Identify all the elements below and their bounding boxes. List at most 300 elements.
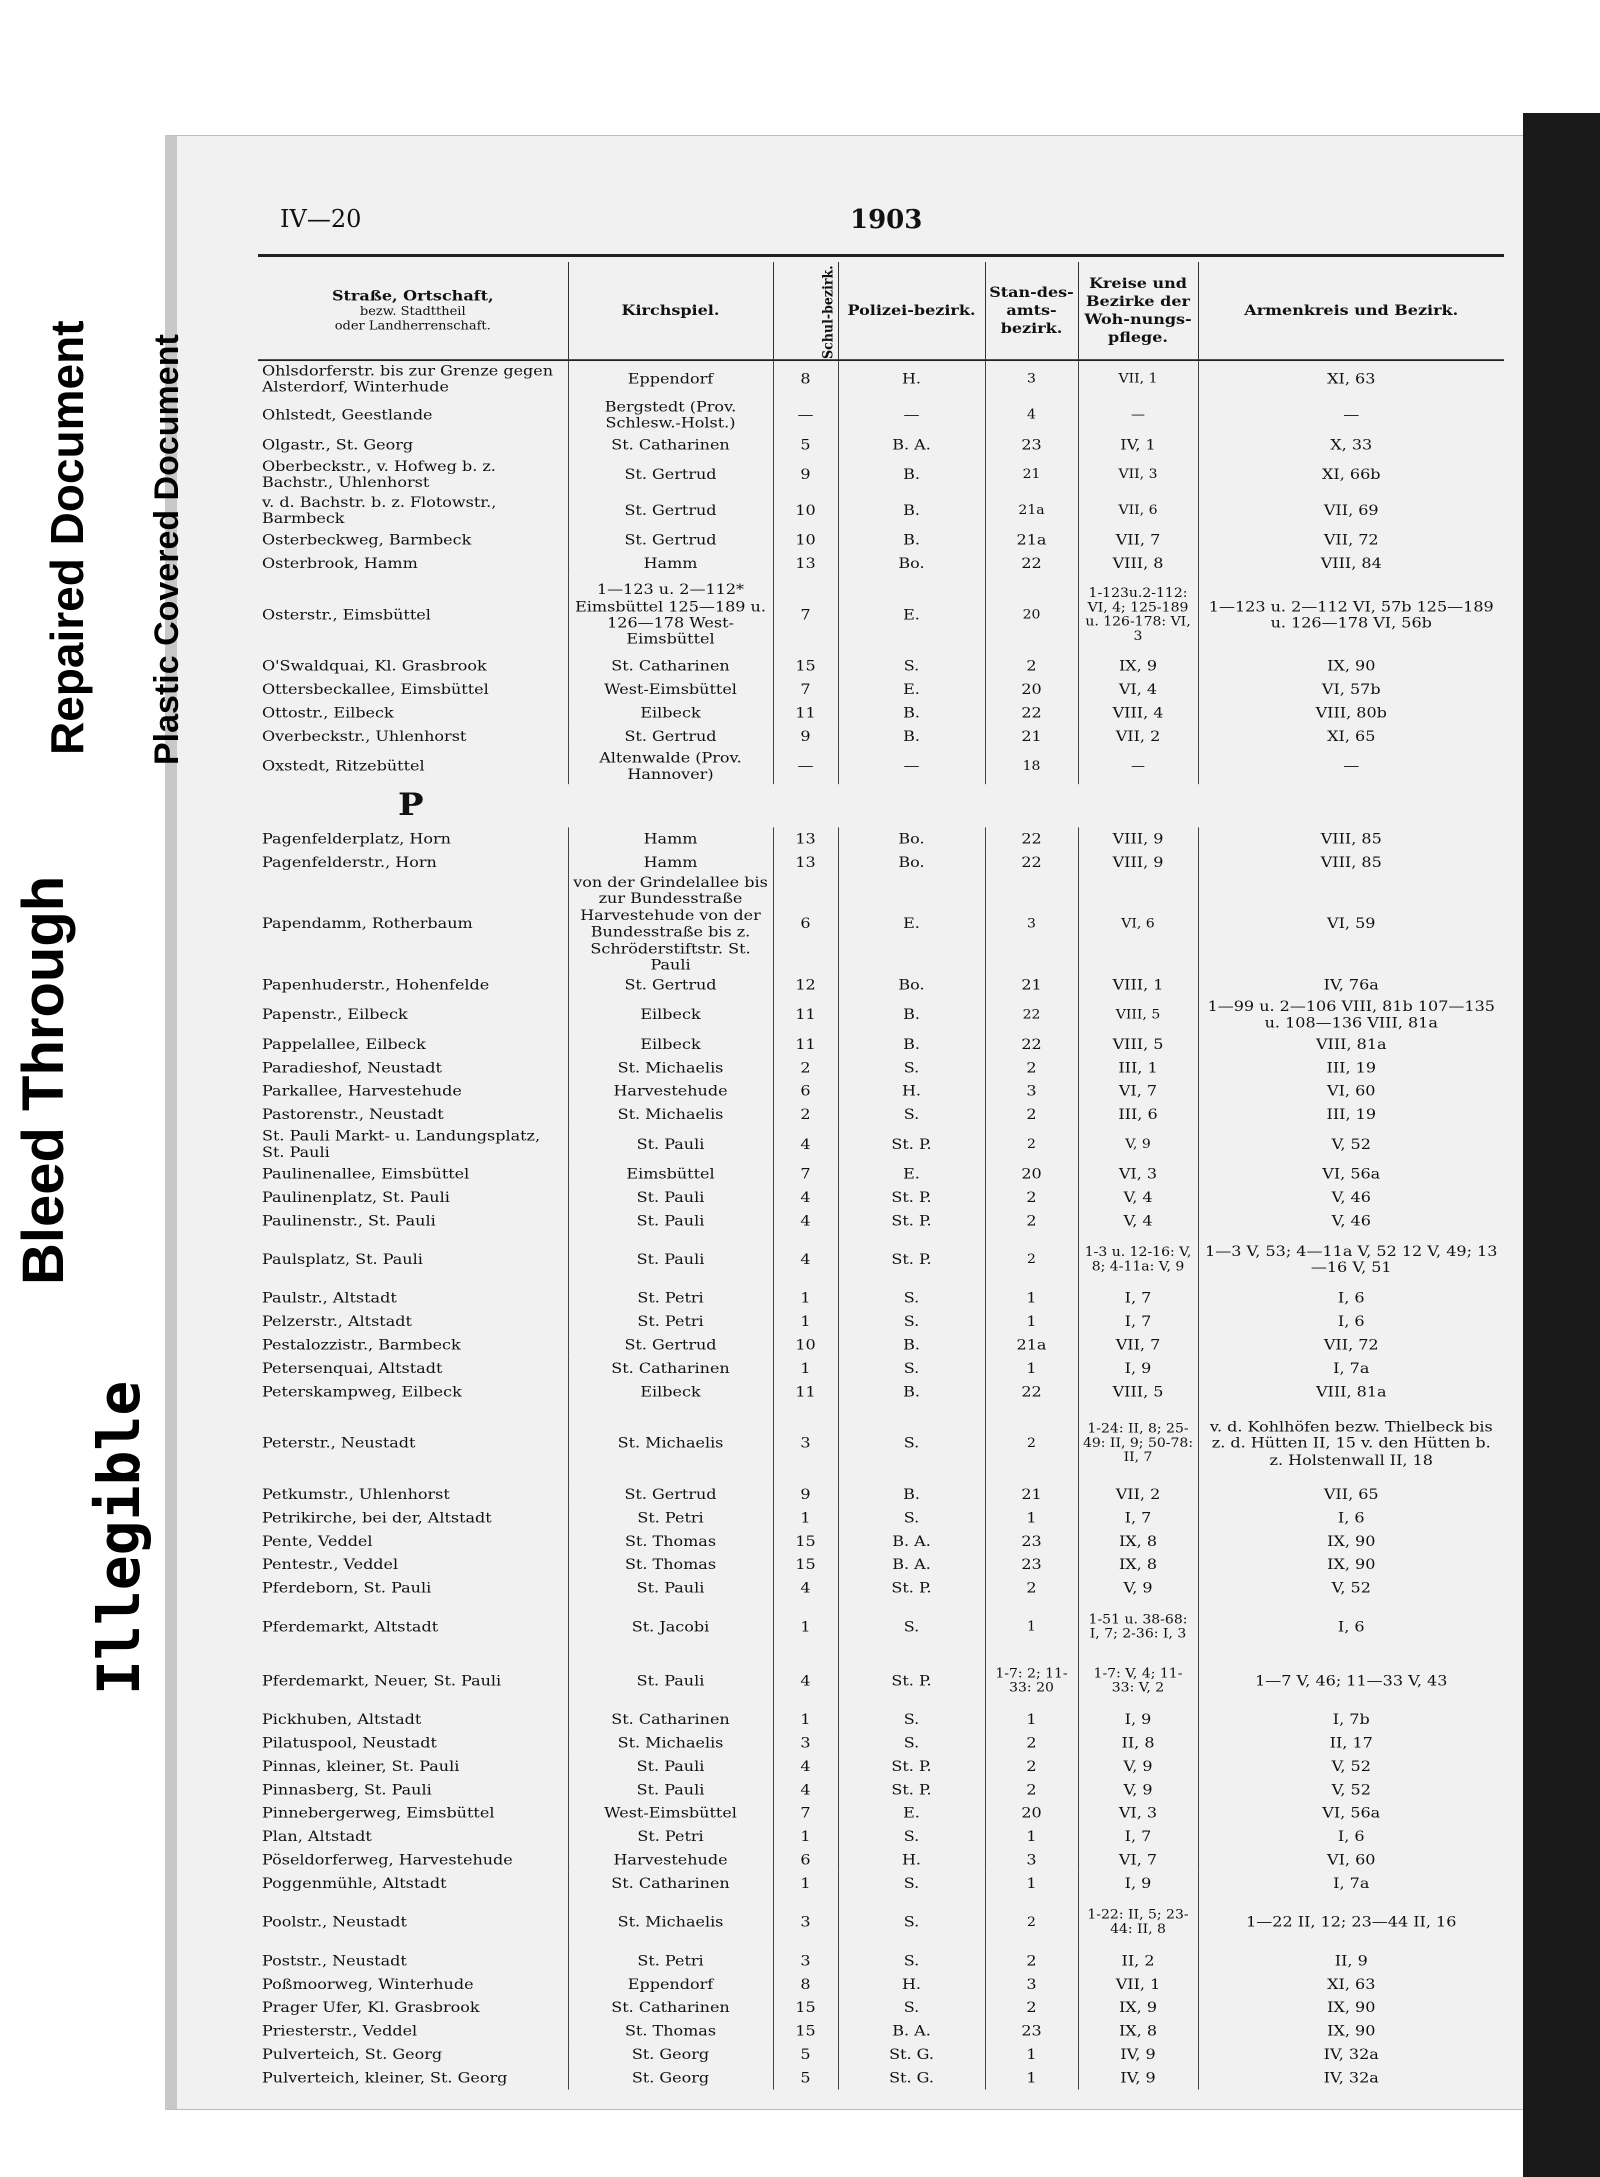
armen-cell: — (1198, 748, 1504, 784)
schul-cell: 13 (773, 827, 838, 850)
armen-cell: IV, 32a (1198, 2067, 1504, 2090)
polizei-cell: St. P. (838, 1778, 985, 1801)
kreise-cell: IV, 9 (1078, 2067, 1198, 2090)
kirchspiel-cell: Eppendorf (568, 360, 773, 397)
standes-cell: 20 (985, 575, 1078, 654)
standes-cell: 2 (985, 1404, 1078, 1483)
standes-cell: 2 (985, 1996, 1078, 2019)
armen-cell: I, 6 (1198, 1825, 1504, 1848)
kirchspiel-cell: St. Catharinen (568, 1996, 773, 2019)
armen-cell: I, 6 (1198, 1287, 1504, 1310)
page-header (280, 205, 1500, 241)
kreise-cell: V, 9 (1078, 1778, 1198, 1801)
armen-cell: V, 46 (1198, 1209, 1504, 1232)
table-row (258, 1080, 1504, 1103)
kreise-cell: VIII, 9 (1078, 827, 1198, 850)
kreise-cell: IV, 1 (1078, 433, 1198, 456)
schul-cell: 7 (773, 575, 838, 654)
plastic-covered-label: Plastic Covered Document (148, 334, 186, 765)
table-row (258, 1849, 1504, 1872)
table-row (258, 1778, 1504, 1801)
schul-cell: 1 (773, 1357, 838, 1380)
table-row (258, 1209, 1504, 1232)
street-cell: Pestalozzistr., Barmbeck (262, 1336, 461, 1354)
polizei-cell: S. (838, 1103, 985, 1126)
armen-cell: XI, 65 (1198, 725, 1504, 748)
kirchspiel-cell: Harvestehude (568, 1080, 773, 1103)
kirchspiel-cell: Eilbeck (568, 1380, 773, 1403)
schul-cell: 4 (773, 1186, 838, 1209)
kreise-cell: II, 2 (1078, 1949, 1198, 1972)
standes-cell: 23 (985, 433, 1078, 456)
kirchspiel-cell: St. Catharinen (568, 655, 773, 678)
kirchspiel-cell: St. Catharinen (568, 1708, 773, 1731)
street-cell: Osterbrook, Hamm (262, 554, 418, 572)
standes-cell: 18 (985, 748, 1078, 784)
schul-cell: 3 (773, 1895, 838, 1949)
polizei-cell: H. (838, 1080, 985, 1103)
standes-cell: 21 (985, 974, 1078, 997)
polizei-cell: B. (838, 1483, 985, 1506)
street-cell: Petkumstr., Uhlenhorst (262, 1485, 450, 1503)
standes-cell: 2 (985, 1577, 1078, 1600)
schul-cell: 5 (773, 2043, 838, 2066)
armen-cell: I, 7b (1198, 1708, 1504, 1731)
table-row (258, 748, 1504, 784)
table-row (258, 1996, 1504, 2019)
standes-cell: 22 (985, 827, 1078, 850)
table-row (258, 1802, 1504, 1825)
schul-cell: 9 (773, 1483, 838, 1506)
polizei-cell: S. (838, 1949, 985, 1972)
standes-cell: 21a (985, 1334, 1078, 1357)
schul-cell: 3 (773, 1404, 838, 1483)
street-cell: Poßmoorweg, Winterhude (262, 1975, 474, 1993)
armen-cell: V, 52 (1198, 1778, 1504, 1801)
kreise-cell: V, 4 (1078, 1209, 1198, 1232)
kirchspiel-cell: St. Michaelis (568, 1895, 773, 1949)
polizei-cell: S. (838, 1357, 985, 1380)
kirchspiel-cell: St. Pauli (568, 1127, 773, 1163)
polizei-cell: S. (838, 1600, 985, 1654)
armen-cell: 1—22 II, 12; 23—44 II, 16 (1198, 1895, 1504, 1949)
armen-cell: IV, 32a (1198, 2043, 1504, 2066)
schul-cell: 11 (773, 1380, 838, 1403)
armen-cell: VIII, 80b (1198, 701, 1504, 724)
armen-cell: 1—99 u. 2—106 VIII, 81b 107—135 u. 108—136 VIII, 81a (1198, 997, 1504, 1033)
schul-cell: 4 (773, 1127, 838, 1163)
street-cell: Pferdeborn, St. Pauli (262, 1579, 432, 1597)
polizei-cell: — (838, 397, 985, 433)
street-cell: Petrikirche, bei der, Altstadt (262, 1509, 492, 1527)
kreise-cell: VII, 7 (1078, 1334, 1198, 1357)
kreise-cell: VIII, 4 (1078, 701, 1198, 724)
kreise-cell: III, 1 (1078, 1056, 1198, 1079)
street-cell: Pöseldorferweg, Harvestehude (262, 1851, 513, 1869)
polizei-cell: S. (838, 1507, 985, 1530)
standes-cell: 3 (985, 1973, 1078, 1996)
street-cell: Pagenfelderplatz, Horn (262, 829, 451, 848)
standes-cell: 3 (985, 874, 1078, 973)
street-cell: Overbeckstr., Uhlenhorst (262, 727, 467, 745)
armen-cell: VII, 72 (1198, 528, 1504, 551)
polizei-cell: Bo. (838, 827, 985, 850)
kreise-cell: VI, 4 (1078, 678, 1198, 701)
schul-cell: 11 (773, 997, 838, 1033)
polizei-cell: S. (838, 1404, 985, 1483)
standes-cell: 2 (985, 1127, 1078, 1163)
street-cell: Pickhuben, Altstadt (262, 1710, 422, 1728)
kirchspiel-cell: Altenwalde (Prov. Hannover) (568, 748, 773, 784)
armen-cell: VI, 57b (1198, 678, 1504, 701)
polizei-cell: Bo. (838, 851, 985, 874)
polizei-cell: Bo. (838, 974, 985, 997)
table-row (258, 1127, 1504, 1163)
standes-cell: 22 (985, 1380, 1078, 1403)
kirchspiel-cell: St. Gertrud (568, 1334, 773, 1357)
armen-cell: VII, 72 (1198, 1334, 1504, 1357)
armen-cell: II, 17 (1198, 1732, 1504, 1755)
standes-cell: 22 (985, 997, 1078, 1033)
polizei-cell: B. (838, 1380, 985, 1403)
street-cell: Pastorenstr., Neustadt (262, 1105, 444, 1123)
kreise-cell: VII, 1 (1078, 1973, 1198, 1996)
kreise-cell: I, 9 (1078, 1708, 1198, 1731)
table-row (258, 701, 1504, 724)
kreise-cell: 1-123u.2-112: VI, 4; 125-189 u. 126-178: VI, 3 (1078, 575, 1198, 654)
kirchspiel-cell: St. Pauli (568, 1209, 773, 1232)
kirchspiel-cell: St. Georg (568, 2067, 773, 2090)
standes-cell: 1 (985, 1287, 1078, 1310)
header-standesamtsbezirk: Stan-des-amts-bezirk. (985, 262, 1078, 360)
kreise-cell: I, 9 (1078, 1872, 1198, 1895)
standes-cell: 22 (985, 851, 1078, 874)
street-cell: Pilatuspool, Neustadt (262, 1734, 437, 1752)
kirchspiel-cell: St. Gertrud (568, 492, 773, 528)
table-row (258, 1163, 1504, 1186)
street-cell: Paulinenplatz, St. Pauli (262, 1188, 450, 1206)
polizei-cell: St. P. (838, 1577, 985, 1600)
armen-cell: VIII, 81a (1198, 1380, 1504, 1403)
standes-cell: 2 (985, 655, 1078, 678)
polizei-cell: S. (838, 1872, 985, 1895)
schul-cell: 7 (773, 1163, 838, 1186)
standes-cell: 1 (985, 1825, 1078, 1848)
kirchspiel-cell: St. Pauli (568, 1186, 773, 1209)
armen-cell: IX, 90 (1198, 1530, 1504, 1553)
dark-scan-edge (1523, 113, 1600, 2177)
kreise-cell: VIII, 1 (1078, 974, 1198, 997)
kirchspiel-cell: St. Catharinen (568, 1357, 773, 1380)
schul-cell: 4 (773, 1233, 838, 1287)
header-kreise: Kreise und Bezirke der Woh-nungs-pflege. (1078, 262, 1198, 360)
standes-cell: 21a (985, 528, 1078, 551)
schul-cell: 1 (773, 1287, 838, 1310)
kreise-cell: IX, 9 (1078, 1996, 1198, 2019)
street-cell: Ottostr., Eilbeck (262, 703, 394, 721)
polizei-cell: Bo. (838, 552, 985, 575)
polizei-cell: S. (838, 1287, 985, 1310)
table-row (258, 575, 1504, 654)
armen-cell: X, 33 (1198, 433, 1504, 456)
standes-cell: 3 (985, 1849, 1078, 1872)
street-cell: Pferdemarkt, Altstadt (262, 1617, 439, 1636)
street-cell: Poolstr., Neustadt (262, 1913, 407, 1931)
schul-cell: 3 (773, 1949, 838, 1972)
kreise-cell: VII, 3 (1078, 456, 1198, 492)
kirchspiel-cell: Eppendorf (568, 1973, 773, 1996)
bleed-through-label: Bleed Through (11, 875, 76, 1285)
armen-cell: V, 46 (1198, 1186, 1504, 1209)
table-row (258, 1056, 1504, 1079)
schul-cell: 15 (773, 655, 838, 678)
armen-cell: VI, 60 (1198, 1080, 1504, 1103)
table-row (258, 1973, 1504, 1996)
street-cell: Pente, Veddel (262, 1532, 373, 1550)
kreise-cell: VIII, 5 (1078, 997, 1198, 1033)
armen-cell: XI, 63 (1198, 360, 1504, 397)
polizei-cell: B. A. (838, 433, 985, 456)
kreise-cell: VI, 7 (1078, 1080, 1198, 1103)
kreise-cell: V, 9 (1078, 1577, 1198, 1600)
standes-cell: 23 (985, 1530, 1078, 1553)
standes-cell: 4 (985, 397, 1078, 433)
polizei-cell: B. A. (838, 1530, 985, 1553)
armen-cell: I, 7a (1198, 1357, 1504, 1380)
table-row (258, 492, 1504, 528)
armen-cell: VI, 60 (1198, 1849, 1504, 1872)
kreise-cell: IX, 8 (1078, 1530, 1198, 1553)
kreise-cell: VIII, 5 (1078, 1380, 1198, 1403)
standes-cell: 1 (985, 1357, 1078, 1380)
polizei-cell: B. A. (838, 1553, 985, 1576)
section-letter-row (258, 784, 1504, 827)
polizei-cell: B. (838, 1334, 985, 1357)
kirchspiel-cell: St. Thomas (568, 2020, 773, 2043)
armen-cell: V, 52 (1198, 1127, 1504, 1163)
kirchspiel-cell: St. Michaelis (568, 1103, 773, 1126)
kreise-cell: — (1078, 397, 1198, 433)
street-cell: Plan, Altstadt (262, 1827, 372, 1845)
table-row (258, 1483, 1504, 1506)
table-row (258, 1708, 1504, 1731)
street-cell: Parkallee, Harvestehude (262, 1082, 462, 1100)
polizei-cell: H. (838, 360, 985, 397)
schul-cell: 9 (773, 456, 838, 492)
polizei-cell: E. (838, 1802, 985, 1825)
street-cell: Pulverteich, kleiner, St. Georg (262, 2069, 508, 2087)
standes-cell: 1 (985, 2067, 1078, 2090)
street-cell: Pulverteich, St. Georg (262, 2045, 443, 2063)
kreise-cell: V, 9 (1078, 1127, 1198, 1163)
street-cell: Paulsplatz, St. Pauli (262, 1250, 423, 1268)
kirchspiel-cell: St. Pauli (568, 1778, 773, 1801)
table-row (258, 1600, 1504, 1654)
table-row (258, 1310, 1504, 1333)
kirchspiel-cell: Eilbeck (568, 997, 773, 1033)
schul-cell: 13 (773, 851, 838, 874)
kreise-cell: I, 7 (1078, 1310, 1198, 1333)
polizei-cell: St. P. (838, 1127, 985, 1163)
armen-cell: V, 52 (1198, 1755, 1504, 1778)
table-row (258, 1553, 1504, 1576)
schul-cell: 4 (773, 1654, 838, 1708)
armen-cell: IX, 90 (1198, 1553, 1504, 1576)
polizei-cell: — (838, 748, 985, 784)
table-row (258, 851, 1504, 874)
street-cell: Oberbeckstr., v. Hofweg b. z. Bachstr., Uhlenhorst (262, 457, 496, 491)
schul-cell: 1 (773, 1310, 838, 1333)
schul-cell: 15 (773, 1996, 838, 2019)
armen-cell: IX, 90 (1198, 655, 1504, 678)
schul-cell: 8 (773, 1973, 838, 1996)
armen-cell: XI, 63 (1198, 1973, 1504, 1996)
street-cell: Papenstr., Eilbeck (262, 1005, 408, 1023)
table-row (258, 1895, 1504, 1949)
kreise-cell: IV, 9 (1078, 2043, 1198, 2066)
kirchspiel-cell: von der Grindelallee bis zur Bundesstraße Harvestehude von der Bundesstraße bis z. Schröderstiftstr. St. Pauli (568, 874, 773, 973)
page-year: 1903 (850, 205, 923, 235)
armen-cell: v. d. Kohlhöfen bezw. Thielbeck bis z. d. Hütten II, 15 v. den Hütten b. z. Holstenwall II, 18 (1198, 1404, 1504, 1483)
armen-cell: XI, 66b (1198, 456, 1504, 492)
standes-cell: 3 (985, 1080, 1078, 1103)
kirchspiel-cell: St. Petri (568, 1825, 773, 1848)
table-row (258, 874, 1504, 973)
street-cell: Pagenfelderstr., Horn (262, 853, 437, 871)
street-cell: Pappelallee, Eilbeck (262, 1035, 426, 1053)
kirchspiel-cell: Eimsbüttel (568, 1163, 773, 1186)
kreise-cell: V, 4 (1078, 1186, 1198, 1209)
armen-cell: IV, 76a (1198, 974, 1504, 997)
kirchspiel-cell: Hamm (568, 851, 773, 874)
schul-cell: 15 (773, 1530, 838, 1553)
header-strasse: Straße, Ortschaft, bezw. Stadttheil oder Landherrenschaft. (258, 262, 568, 360)
kreise-cell: V, 9 (1078, 1755, 1198, 1778)
street-cell: Peterstr., Neustadt (262, 1434, 416, 1452)
kreise-cell: VIII, 5 (1078, 1033, 1198, 1056)
polizei-cell: S. (838, 1825, 985, 1848)
street-directory-table (258, 262, 1504, 2090)
kirchspiel-cell: West-Eimsbüttel (568, 678, 773, 701)
street-cell: Olgastr., St. Georg (262, 435, 414, 453)
schul-cell: 15 (773, 2020, 838, 2043)
table-row (258, 1033, 1504, 1056)
table-row (258, 1507, 1504, 1530)
street-cell: Osterbeckweg, Barmbeck (262, 531, 472, 549)
polizei-cell: St. P. (838, 1654, 985, 1708)
polizei-cell: St. P. (838, 1233, 985, 1287)
standes-cell: 21 (985, 725, 1078, 748)
header-schulbezirk: Schul-bezirk. (773, 262, 838, 360)
schul-cell: 15 (773, 1553, 838, 1576)
table-row (258, 1357, 1504, 1380)
street-cell: Paulstr., Altstadt (262, 1289, 397, 1307)
table-row (258, 1949, 1504, 1972)
kirchspiel-cell: St. Pauli (568, 1233, 773, 1287)
kirchspiel-cell: St. Petri (568, 1949, 773, 1972)
table-row (258, 433, 1504, 456)
polizei-cell: S. (838, 1708, 985, 1731)
kirchspiel-cell: St. Petri (568, 1310, 773, 1333)
schul-cell: 4 (773, 1778, 838, 1801)
polizei-cell: S. (838, 1996, 985, 2019)
schul-cell: — (773, 748, 838, 784)
schul-cell: 1 (773, 1872, 838, 1895)
table-row (258, 655, 1504, 678)
polizei-cell: B. (838, 725, 985, 748)
street-cell: Paulinenstr., St. Pauli (262, 1211, 436, 1230)
schul-cell: 8 (773, 360, 838, 397)
schul-cell: 4 (773, 1209, 838, 1232)
kreise-cell: VII, 7 (1078, 528, 1198, 551)
street-cell: v. d. Bachstr. b. z. Flotowstr., Barmbeck (262, 493, 497, 527)
kirchspiel-cell: St. Thomas (568, 1553, 773, 1576)
armen-cell: II, 9 (1198, 1949, 1504, 1972)
header-rule (258, 254, 1504, 257)
schul-cell: 11 (773, 701, 838, 724)
standes-cell: 23 (985, 1553, 1078, 1576)
kirchspiel-cell: Hamm (568, 827, 773, 850)
armen-cell: VIII, 84 (1198, 552, 1504, 575)
street-cell: Papendamm, Rotherbaum (262, 914, 473, 932)
schul-cell: 6 (773, 874, 838, 973)
armen-cell: VII, 65 (1198, 1483, 1504, 1506)
kirchspiel-cell: St. Pauli (568, 1577, 773, 1600)
kirchspiel-cell: West-Eimsbüttel (568, 1802, 773, 1825)
polizei-cell: E. (838, 1163, 985, 1186)
table-row (258, 1755, 1504, 1778)
street-cell: Ohlstedt, Geestlande (262, 405, 433, 423)
table-row (258, 1287, 1504, 1310)
schul-cell: 2 (773, 1056, 838, 1079)
illegible-label: Illegible (85, 1380, 153, 1695)
standes-cell: 20 (985, 1802, 1078, 1825)
kirchspiel-cell: St. Thomas (568, 1530, 773, 1553)
armen-cell: I, 6 (1198, 1310, 1504, 1333)
kreise-cell: VII, 2 (1078, 725, 1198, 748)
table-row (258, 2067, 1504, 2090)
armen-cell: VI, 56a (1198, 1163, 1504, 1186)
polizei-cell: B. (838, 997, 985, 1033)
table-row (258, 1334, 1504, 1357)
standes-cell: 23 (985, 2020, 1078, 2043)
polizei-cell: St. G. (838, 2043, 985, 2066)
polizei-cell: B. (838, 456, 985, 492)
armen-cell: IX, 90 (1198, 1996, 1504, 2019)
polizei-cell: B. (838, 701, 985, 724)
polizei-cell: B. (838, 492, 985, 528)
standes-cell: 22 (985, 1033, 1078, 1056)
polizei-cell: S. (838, 1056, 985, 1079)
polizei-cell: S. (838, 1732, 985, 1755)
kreise-cell: VIII, 9 (1078, 851, 1198, 874)
kirchspiel-cell: St. Petri (568, 1287, 773, 1310)
kirchspiel-cell: St. Gertrud (568, 974, 773, 997)
kirchspiel-cell: St. Petri (568, 1507, 773, 1530)
kreise-cell: 1-24: II, 8; 25-49: II, 9; 50-78: II, 7 (1078, 1404, 1198, 1483)
section-letter: P (398, 787, 424, 824)
table-row (258, 528, 1504, 551)
schul-cell: 11 (773, 1033, 838, 1056)
street-cell: Poststr., Neustadt (262, 1951, 407, 1970)
armen-cell: — (1198, 397, 1504, 433)
kirchspiel-cell: St. Michaelis (568, 1056, 773, 1079)
street-cell: Paradieshof, Neustadt (262, 1058, 442, 1076)
repaired-document-label: Repaired Document (41, 320, 93, 755)
kirchspiel-cell: St. Pauli (568, 1755, 773, 1778)
standes-cell: 2 (985, 1895, 1078, 1949)
armen-cell: III, 19 (1198, 1056, 1504, 1079)
